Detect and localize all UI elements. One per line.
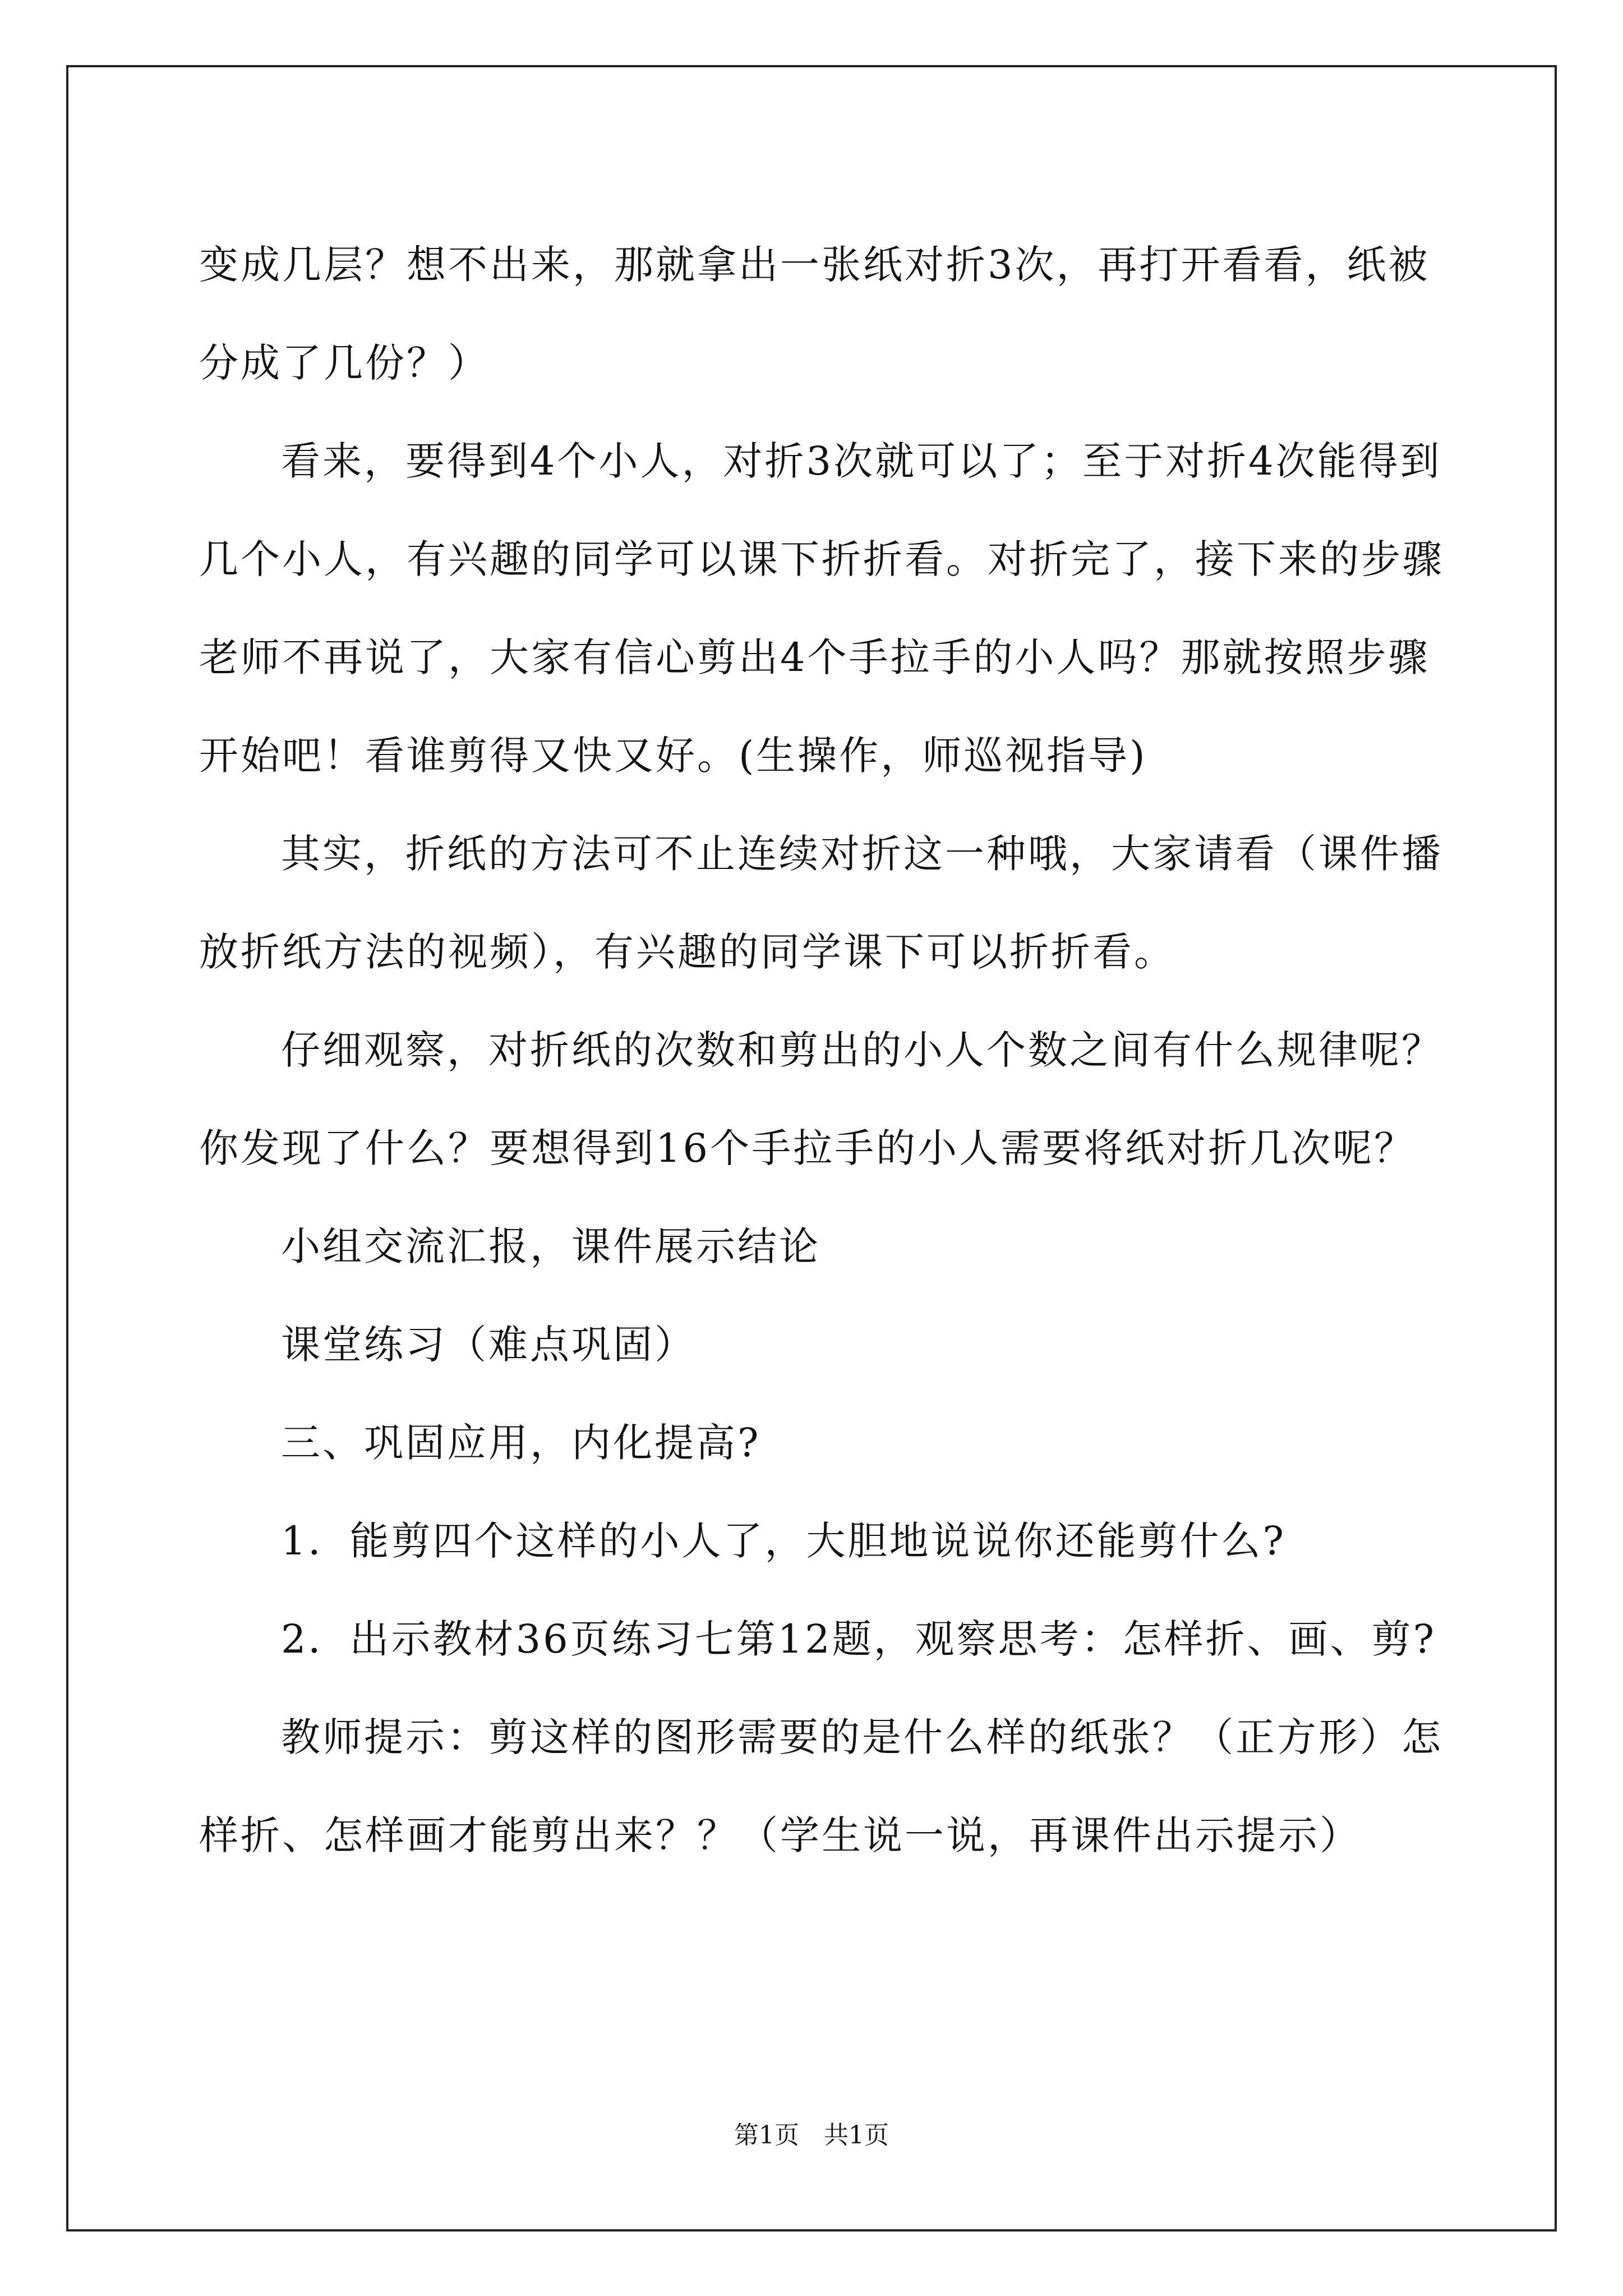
paragraph-teacher-hint: 教师提示：剪这样的图形需要的是什么样的纸张？（正方形）怎样折、怎样画才能剪出来？？（学生说一说，再课件出示提示）	[199, 1714, 1443, 1858]
paragraph-item-1: 1．能剪四个这样的小人了，大胆地说说你还能剪什么?	[281, 1518, 1287, 1564]
section-heading: 三、巩固应用，内化提高?	[281, 1420, 761, 1466]
document-body	[199, 216, 1444, 1885]
paragraph-1: 变成几层？想不出来，那就拿出一张纸对折3次，再打开看看，纸被分成了几份？）	[199, 242, 1430, 386]
page-footer: 第1页 共1页	[734, 2121, 889, 2150]
paragraph-5: 小组交流汇报，课件展示结论	[281, 1223, 820, 1269]
paragraph-3: 其实，折纸的方法可不止连续对折这一种哦，大家请看（课件播放折纸方法的视频），有兴趣的同学课下可以折折看。	[199, 831, 1443, 975]
paragraph-6: 课堂练习（难点巩固）	[281, 1322, 696, 1368]
paragraph-4: 仔细观察，对折纸的次数和剪出的小人个数之间有什么规律呢？你发现了什么？要想得到16个手拉手的小人需要将纸对折几次呢？	[199, 1027, 1443, 1171]
paragraph-item-2: 2．出示教材36页练习七第12题，观察思考：怎样折、画、剪?	[281, 1616, 1437, 1662]
paragraph-2: 看来，要得到4个小人，对折3次就可以了；至于对折4次能得到几个小人，有兴趣的同学可以课下折折看。对折完了，接下来的步骤老师不再说了，大家有信心剪出4个手拉手的小人吗？那就按照步骤开始吧！看谁剪得又快又好。(生操作，师巡视指导)	[199, 438, 1444, 779]
